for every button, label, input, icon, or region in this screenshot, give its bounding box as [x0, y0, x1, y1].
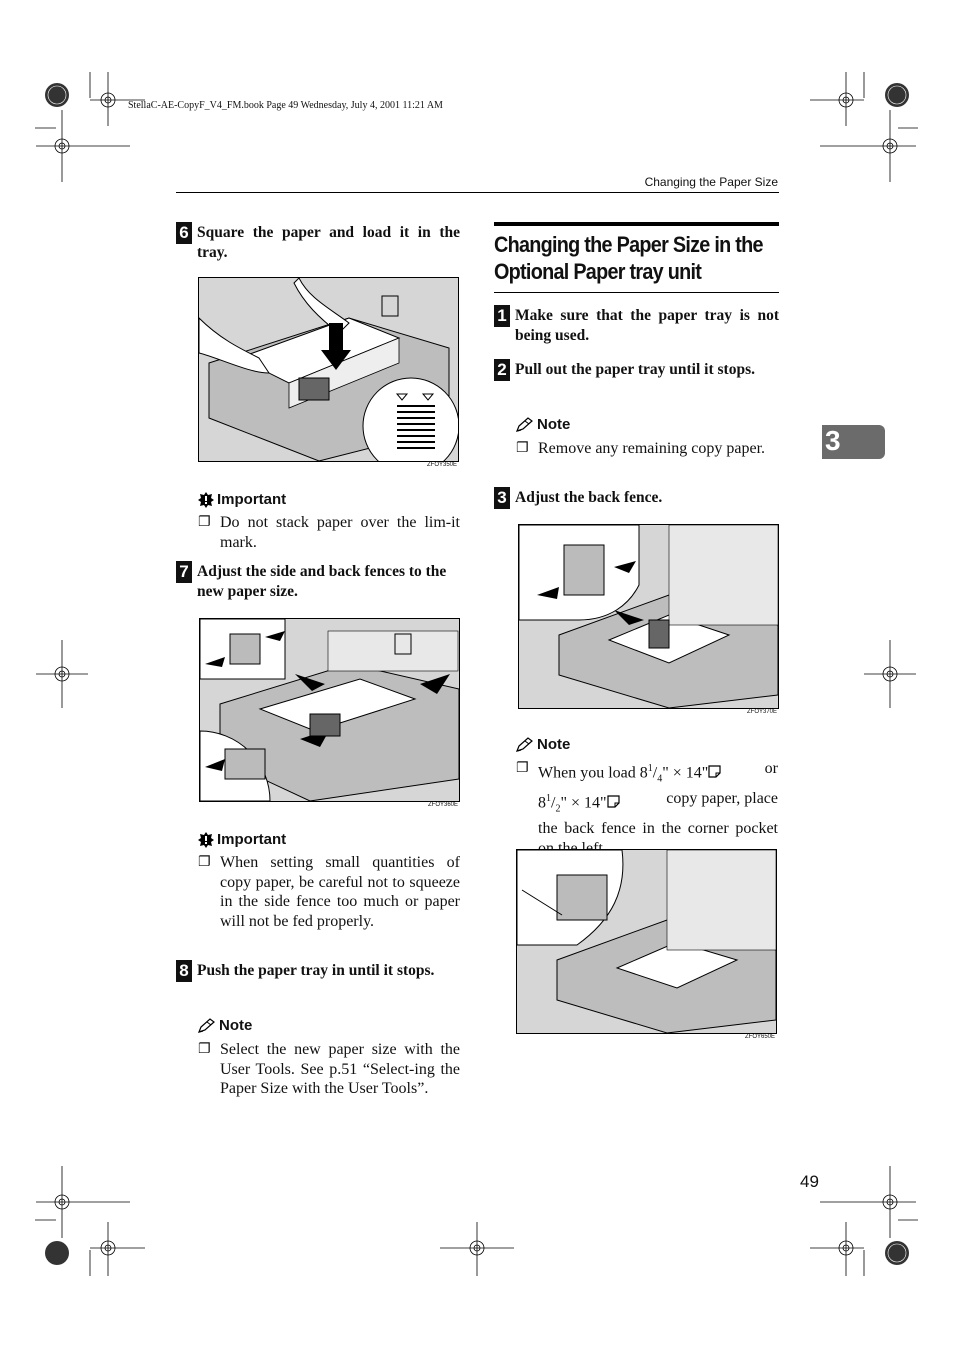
step-2 — [494, 360, 779, 381]
book-file-line: StellaC-AE-CopyF_V4_FM.book Page 49 Wednesday, July 4, 2001 11:21 AM — [128, 100, 443, 111]
step-number: 7 — [176, 561, 192, 583]
note-label: Note — [219, 1017, 253, 1034]
note-label: Note — [537, 416, 571, 433]
note-item: ❐ Select the new paper size with the User Tools. See p.51 “Select-ing the Paper Size with the User Tools”. — [198, 1041, 460, 1097]
note-heading — [515, 736, 570, 753]
important-label: Important — [217, 491, 287, 508]
paper-orientation-icon — [708, 765, 721, 778]
step-6 — [176, 223, 460, 262]
step-number: 6 — [176, 222, 192, 244]
important-label: Important — [217, 831, 287, 848]
figure-code: ZFOY360E — [427, 802, 458, 808]
section-title: Changing the Paper Size in the Optional Paper tray unit — [494, 232, 763, 284]
step-text: Make sure that the paper tray is not being used. — [515, 307, 779, 344]
important-heading — [198, 831, 286, 848]
figure-load-paper — [198, 277, 459, 462]
note-item: ❐ Remove any remaining copy paper. — [516, 440, 766, 457]
step-text: Pull out the paper tray until it stops. — [515, 361, 755, 378]
section-rule-bottom — [494, 292, 779, 293]
checkbox-bullet-icon: ❐ — [198, 1041, 211, 1057]
corner-pocket-illustration — [517, 850, 776, 1033]
chapter-number: 3 — [825, 425, 841, 456]
figure-corner-pocket — [516, 849, 777, 1034]
page-number: 49 — [800, 1172, 819, 1191]
important-heading — [198, 491, 286, 508]
step-3 — [494, 488, 779, 509]
chapter-tab — [822, 425, 885, 459]
step-number: 3 — [494, 487, 510, 509]
checkbox-bullet-icon: ❐ — [198, 854, 211, 870]
fence-adjust-illustration — [200, 619, 459, 801]
step-text: Adjust the side and back fences to the new paper size. — [197, 563, 447, 600]
step-text: Adjust the back fence. — [515, 489, 663, 506]
step-7 — [176, 562, 460, 601]
figure-code: ZFOY370E — [746, 709, 777, 715]
important-icon — [198, 832, 214, 848]
step-1 — [494, 306, 779, 345]
note-item: ❐ When you load $8^1/_4$" × 14" or $8^1/_2$" × 14" copy paper, place the back fence in the corner pocket — [516, 759, 778, 858]
pencil-note-icon — [515, 417, 533, 433]
figure-adjust-fences — [199, 618, 460, 802]
figure-code: ZFOY350E — [426, 462, 457, 468]
tray-loading-illustration — [199, 278, 458, 461]
step-text: Square the paper and load it in the tray. — [197, 224, 460, 261]
checkbox-bullet-icon: ❐ — [516, 760, 529, 776]
step-number: 2 — [494, 359, 510, 381]
header-rule — [176, 192, 779, 193]
step-text: Push the paper tray in until it stops. — [197, 962, 435, 979]
note-heading — [515, 416, 570, 433]
pencil-note-icon — [515, 737, 533, 753]
figure-code: ZFOY650E — [744, 1034, 775, 1040]
pencil-note-icon — [197, 1018, 215, 1034]
checkbox-bullet-icon: ❐ — [198, 514, 211, 530]
step-number: 1 — [494, 305, 510, 327]
checkbox-bullet-icon: ❐ — [516, 440, 529, 456]
important-icon — [198, 492, 214, 508]
step-8 — [176, 961, 460, 982]
paper-orientation-icon — [607, 795, 620, 808]
important-item: ❐ Do not stack paper over the lim-it mark. — [198, 514, 460, 551]
figure-back-fence — [518, 524, 779, 709]
back-fence-illustration — [519, 525, 778, 708]
note-label: Note — [537, 736, 571, 753]
step-number: 8 — [176, 960, 192, 982]
important-item: ❐ When setting small quantities of copy paper, be careful not to squeeze in the side fence too much or paper will not be fed properly. — [198, 854, 460, 930]
running-head: Changing the Paper Size — [644, 175, 778, 189]
section-rule-top — [494, 222, 779, 226]
note-heading — [197, 1017, 252, 1034]
